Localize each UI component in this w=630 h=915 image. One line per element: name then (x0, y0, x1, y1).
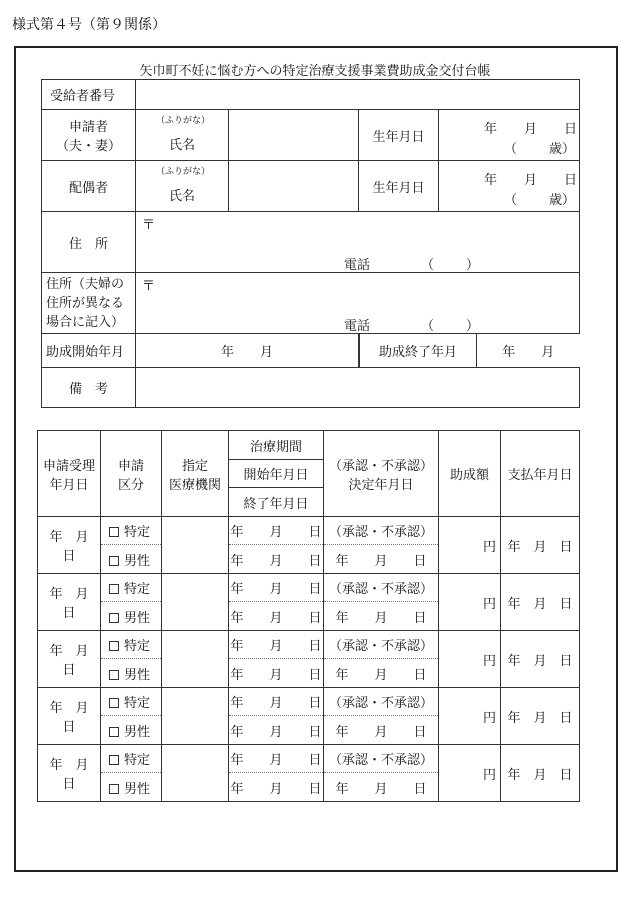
header-application-type: 申請 区分 (101, 431, 162, 517)
ledger-row (38, 688, 580, 716)
recipient-number-field[interactable] (136, 80, 580, 110)
decision-cell[interactable]: （承認・不承認） (324, 745, 439, 773)
checkbox-specific[interactable] (109, 584, 119, 594)
type-specific-option[interactable]: 特定 (101, 631, 162, 659)
checkbox-specific[interactable] (109, 698, 119, 708)
end-date-cell[interactable]: 年 月 日 (229, 602, 324, 631)
alt-address-label: 住所（夫婦の 住所が異なる 場合に記入） (42, 273, 136, 334)
type-male-option[interactable]: 男性 (101, 716, 162, 745)
paid-date-cell[interactable]: 年 月 日 (501, 745, 580, 802)
spouse-label: 配偶者 (42, 161, 136, 212)
recipient-number-label: 受給者番号 (42, 80, 136, 110)
applicant-dob-label: 生年月日 (359, 110, 439, 161)
type-male-option[interactable]: 男性 (101, 659, 162, 688)
checkbox-specific[interactable] (109, 527, 119, 537)
decision-date-cell[interactable]: 年 月 日 (324, 545, 439, 574)
applicant-dob-field[interactable]: 年 月 日 （ 歳） (439, 110, 580, 161)
decision-date-cell[interactable]: 年 月 日 (324, 602, 439, 631)
applicant-name-label: （ふりがな） 氏名 (136, 110, 229, 161)
paid-date-cell[interactable]: 年 月 日 (501, 631, 580, 688)
address-label: 住 所 (42, 212, 136, 273)
form-number-label: 様式第４号（第９関係） (12, 17, 166, 33)
paid-date-cell[interactable]: 年 月 日 (501, 517, 580, 574)
start-date-cell[interactable]: 年 月 日 (229, 517, 324, 545)
spouse-dob-field[interactable]: 年 月 日 （ 歳） (439, 161, 580, 212)
header-treatment-period: 治療期間 (229, 431, 324, 460)
header-medical-institution: 指定 医療機関 (162, 431, 229, 517)
header-decision: （承認・不承認） 決定年月日 (324, 431, 439, 517)
institution-cell[interactable] (162, 688, 229, 745)
decision-date-cell[interactable]: 年 月 日 (324, 659, 439, 688)
type-male-option[interactable]: 男性 (101, 545, 162, 574)
address-field[interactable]: 〒 電話 （ ） (136, 212, 580, 273)
checkbox-male[interactable] (109, 613, 119, 623)
phone-label: 電話 (344, 319, 371, 334)
type-male-option[interactable]: 男性 (101, 773, 162, 802)
institution-cell[interactable] (162, 517, 229, 574)
spouse-name-field[interactable] (229, 161, 359, 212)
start-ym-field[interactable]: 年 月 (136, 334, 359, 368)
institution-cell[interactable] (162, 745, 229, 802)
paid-date-cell[interactable]: 年 月 日 (501, 688, 580, 745)
spouse-name-label: （ふりがな） 氏名 (136, 161, 229, 212)
header-paid-date: 支払年月日 (501, 431, 580, 517)
ledger-row (38, 517, 580, 545)
spouse-dob-label: 生年月日 (359, 161, 439, 212)
postal-mark: 〒 (142, 279, 156, 294)
type-specific-option[interactable]: 特定 (101, 745, 162, 773)
type-specific-option[interactable]: 特定 (101, 517, 162, 545)
end-date-cell[interactable]: 年 月 日 (229, 773, 324, 802)
decision-date-cell[interactable]: 年 月 日 (324, 716, 439, 745)
header-end-date: 終了年月日 (229, 488, 324, 517)
end-ym-field[interactable]: 年 月 (477, 334, 580, 367)
remarks-field[interactable] (136, 368, 580, 408)
type-specific-option[interactable]: 特定 (101, 688, 162, 716)
checkbox-male[interactable] (109, 727, 119, 737)
alt-address-field[interactable]: 〒 電話 （ ） (136, 273, 580, 334)
received-date-cell[interactable]: 年 月 日 (38, 745, 101, 802)
received-date-cell[interactable]: 年 月 日 (38, 517, 101, 574)
header-received-date: 申請受理 年月日 (38, 431, 101, 517)
end-date-cell[interactable]: 年 月 日 (229, 716, 324, 745)
header-amount: 助成額 (439, 431, 501, 517)
phone-label: 電話 (344, 258, 371, 273)
ledger-table (37, 430, 580, 802)
decision-cell[interactable]: （承認・不承認） (324, 574, 439, 602)
decision-cell[interactable]: （承認・不承認） (324, 688, 439, 716)
applicant-label: 申請者 （夫・妻） (42, 110, 136, 161)
header-start-date: 開始年月日 (229, 460, 324, 488)
end-date-cell[interactable]: 年 月 日 (229, 659, 324, 688)
received-date-cell[interactable]: 年 月 日 (38, 574, 101, 631)
applicant-name-field[interactable] (229, 110, 359, 161)
decision-cell[interactable]: （承認・不承認） (324, 631, 439, 659)
type-specific-option[interactable]: 特定 (101, 574, 162, 602)
checkbox-male[interactable] (109, 556, 119, 566)
amount-cell[interactable]: 円 (439, 745, 501, 802)
document-title: 矢巾町不妊に悩む方への特定治療支援事業費助成金交付台帳 (139, 64, 491, 79)
end-date-cell[interactable]: 年 月 日 (229, 545, 324, 574)
start-ym-label: 助成開始年月 (42, 334, 136, 368)
institution-cell[interactable] (162, 631, 229, 688)
amount-cell[interactable]: 円 (439, 574, 501, 631)
institution-cell[interactable] (162, 574, 229, 631)
decision-date-cell[interactable]: 年 月 日 (324, 773, 439, 802)
received-date-cell[interactable]: 年 月 日 (38, 688, 101, 745)
checkbox-male[interactable] (109, 784, 119, 794)
type-male-option[interactable]: 男性 (101, 602, 162, 631)
checkbox-specific[interactable] (109, 641, 119, 651)
ledger-row (38, 631, 580, 659)
end-ym-label: 助成終了年月 (360, 334, 477, 367)
postal-mark: 〒 (142, 218, 156, 233)
paid-date-cell[interactable]: 年 月 日 (501, 574, 580, 631)
start-date-cell[interactable]: 年 月 日 (229, 631, 324, 659)
decision-cell[interactable]: （承認・不承認） (324, 517, 439, 545)
registration-table (41, 79, 580, 408)
start-date-cell[interactable]: 年 月 日 (229, 688, 324, 716)
received-date-cell[interactable]: 年 月 日 (38, 631, 101, 688)
remarks-label: 備 考 (42, 368, 136, 408)
ledger-row (38, 574, 580, 602)
amount-cell[interactable]: 円 (439, 688, 501, 745)
start-date-cell[interactable]: 年 月 日 (229, 745, 324, 773)
amount-cell[interactable]: 円 (439, 517, 501, 574)
amount-cell[interactable]: 円 (439, 631, 501, 688)
start-date-cell[interactable]: 年 月 日 (229, 574, 324, 602)
ledger-row (38, 745, 580, 773)
checkbox-specific[interactable] (109, 755, 119, 765)
checkbox-male[interactable] (109, 670, 119, 680)
